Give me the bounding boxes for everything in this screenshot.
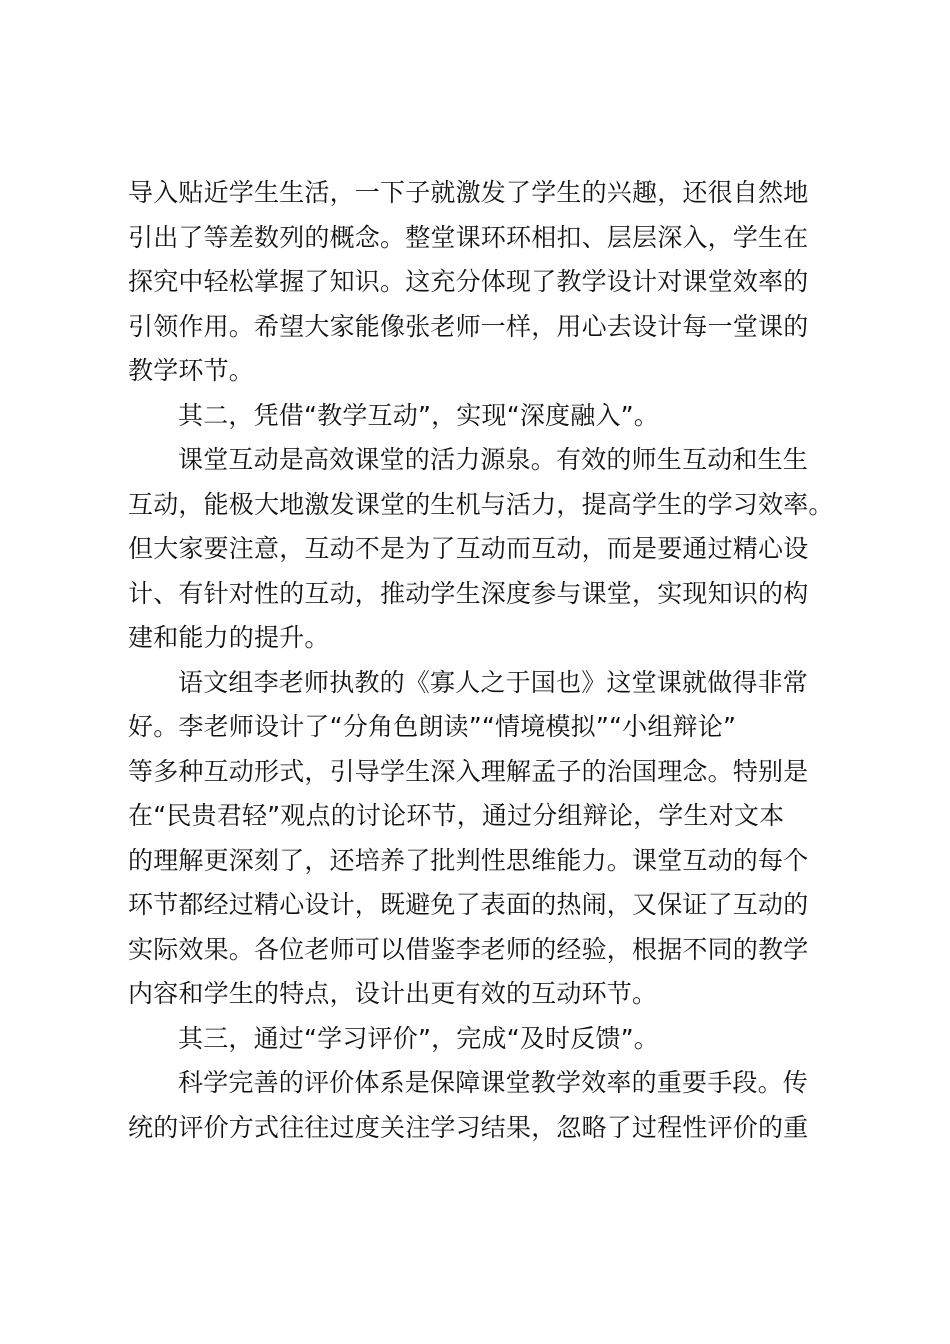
text-line: 探究中轻松掌握了知识。这充分体现了教学设计对课堂效率的 — [128, 267, 809, 296]
text-line: 等多种互动形式，引导学生深入理解孟子的治国理念。特别是 — [128, 756, 809, 786]
text-line: 但大家要注意，互动不是为了互动而互动，而是要通过精心设 — [128, 534, 809, 563]
text-line: 实际效果。各位老师可以借鉴李老师的经验，根据不同的教学 — [128, 934, 809, 964]
text-line: 的理解更深刻了，还培养了批判性思维能力。课堂互动的每个 — [128, 845, 809, 875]
text-line: 教学环节。 — [128, 356, 255, 385]
text-line: 引出了等差数列的概念。整堂课环环相扣、层层深入，学生在 — [128, 222, 809, 252]
document-body — [128, 171, 838, 1150]
section-heading-3: 其三，通过“学习评价”，完成“及时反馈”。 — [178, 1023, 660, 1053]
section-heading-2: 其二，凭借“教学互动”，实现“深度融入”。 — [178, 400, 660, 430]
text-line: 环节都经过精心设计，既避免了表面的热闹，又保证了互动的 — [128, 890, 809, 919]
text-line: 内容和学生的特点，设计出更有效的互动环节。 — [128, 979, 658, 1008]
text-line: 互动，能极大地激发课堂的生机与活力，提高学生的学习效率。 — [128, 489, 834, 519]
text-line: 语文组李老师执教的《寡人之于国也》这堂课就做得非常 — [178, 667, 809, 697]
text-line: 导入贴近学生生活，一下子就激发了学生的兴趣，还很自然地 — [128, 178, 809, 207]
text-line: 在“民贵君轻”观点的讨论环节，通过分组辩论，学生对文本 — [128, 801, 785, 830]
text-line: 引领作用。希望大家能像张老师一样，用心去设计每一堂课的 — [128, 311, 809, 341]
text-line: 建和能力的提升。 — [128, 623, 330, 652]
text-line: 科学完善的评价体系是保障课堂教学效率的重要手段。传 — [178, 1068, 809, 1097]
text-line: 好。李老师设计了“分角色朗读”“情境模拟”“小组辩论” — [128, 712, 737, 741]
text-line: 统的评价方式往往过度关注学习结果，忽略了过程性评价的重 — [128, 1112, 809, 1142]
text-line: 计、有针对性的互动，推动学生深度参与课堂，实现知识的构 — [128, 578, 809, 608]
text-line: 课堂互动是高效课堂的活力源泉。有效的师生互动和生生 — [178, 445, 809, 474]
